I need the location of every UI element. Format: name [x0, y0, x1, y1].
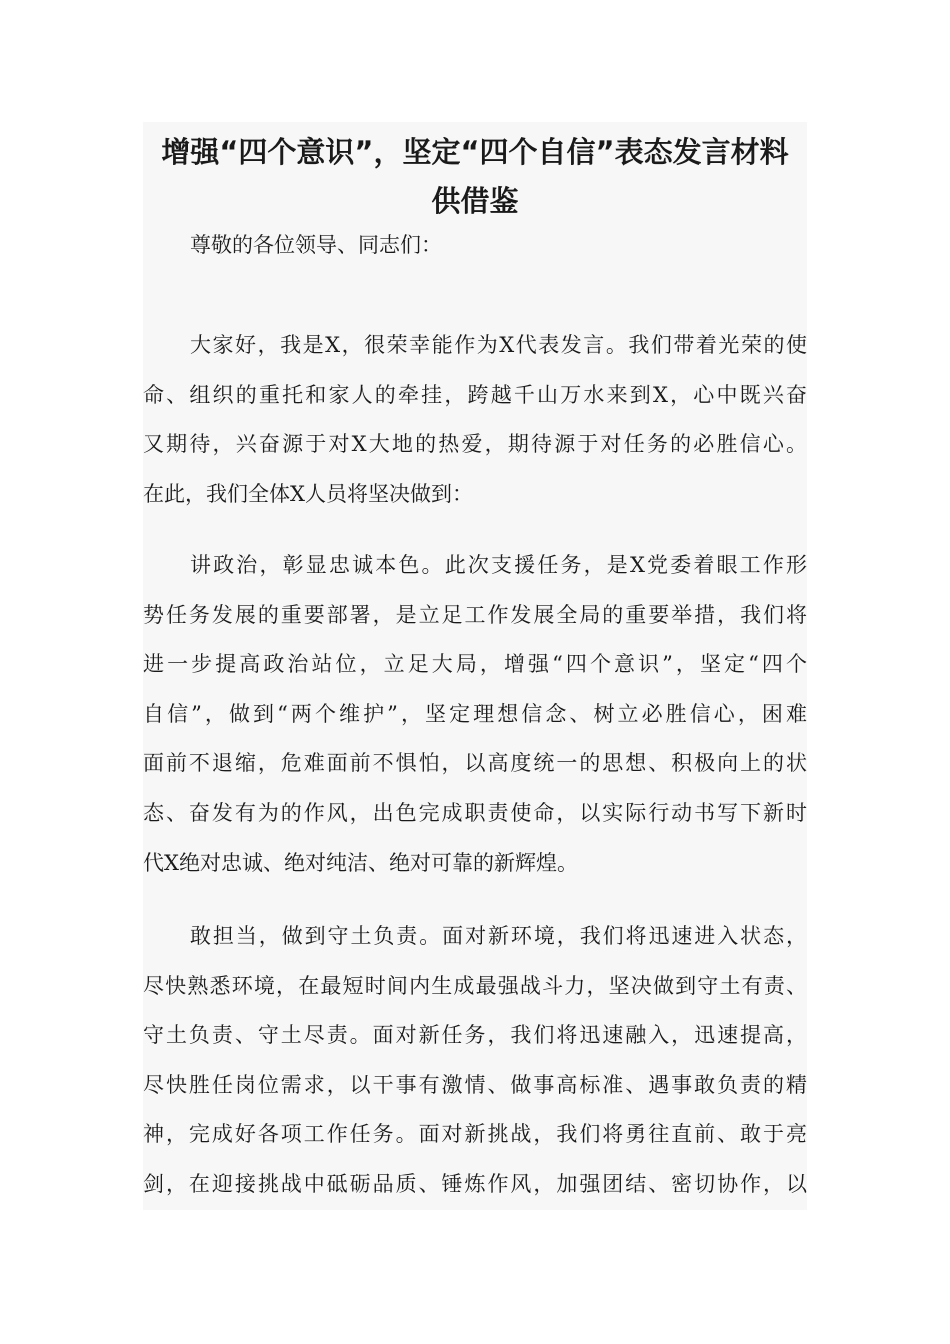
text-line: 敢担当，做到守土负责。面对新环境，我们将迅速进入状态， [190, 924, 807, 948]
salutation-paragraph [143, 221, 807, 271]
document-title-line-2: 供借鉴 [431, 184, 519, 218]
text-line: 势任务发展的重要部署，是立足工作发展全局的重要举措，我们将 [143, 602, 807, 627]
text-line: 命、组织的重托和家人的牵挂，跨越千山万水来到X，心中既兴奋 [143, 382, 807, 407]
text-line: 尽快胜任岗位需求，以干事有激情、做事高标准、遇事敢负责的精 [143, 1072, 807, 1097]
text-line: 剑，在迎接挑战中砥砺品质、锤炼作风，加强团结、密切协作，以 [143, 1171, 807, 1196]
text-line: 代X绝对忠诚、绝对纯洁、绝对可靠的新辉煌。 [143, 850, 578, 875]
text-line: 在此，我们全体X人员将坚决做到： [143, 481, 473, 506]
intro-paragraph [143, 321, 807, 519]
text-line: 讲政治，彰显忠诚本色。此次支援任务，是X党委着眼工作形 [190, 553, 807, 577]
text-line: 尊敬的各位领导、同志们： [190, 233, 442, 257]
document-title-line-1: 增强“四个意识”，坚定“四个自信”表态发言材料 [161, 135, 789, 169]
responsibility-paragraph [143, 912, 807, 1210]
text-line: 神，完成好各项工作任务。面对新挑战，我们将勇往直前、敢于亮 [143, 1122, 807, 1147]
text-line: 尽快熟悉环境，在最短时间内生成最强战斗力，坚决做到守土有责、 [143, 973, 807, 998]
text-line: 自信”，做到“两个维护”，坚定理想信念、树立必胜信心，困难 [143, 701, 807, 726]
text-line: 态、奋发有为的作风，出色完成职责使命，以实际行动书写下新时 [143, 800, 807, 825]
politics-paragraph [143, 541, 807, 888]
text-line: 大家好，我是X，很荣幸能作为X代表发言。我们带着光荣的使 [190, 333, 807, 357]
text-line: 进一步提高政治站位，立足大局，增强“四个意识”，坚定“四个 [143, 652, 807, 677]
text-line: 面前不退缩，危难面前不惧怕，以高度统一的思想、积极向上的状 [143, 751, 807, 776]
text-line: 守土负责、守土尽责。面对新任务，我们将迅速融入，迅速提高， [143, 1023, 807, 1048]
text-line: 又期待，兴奋源于对X大地的热爱，期待源于对任务的必胜信心。 [143, 432, 807, 457]
